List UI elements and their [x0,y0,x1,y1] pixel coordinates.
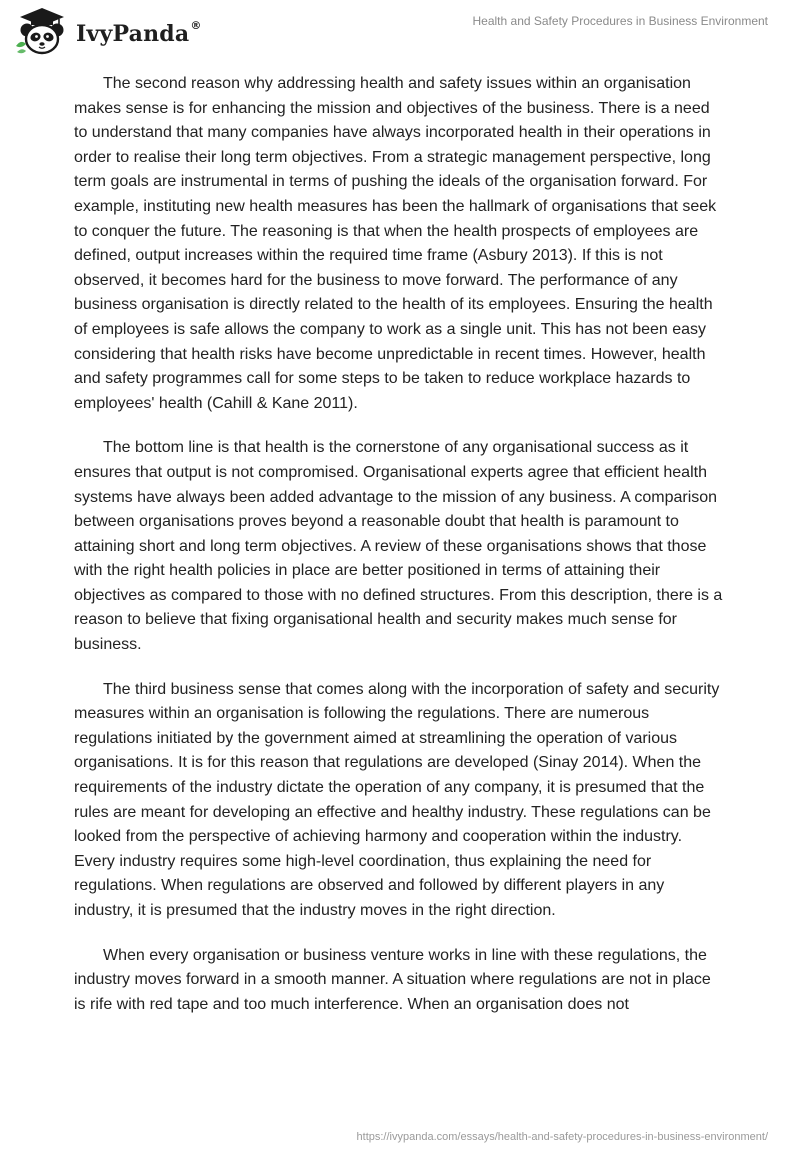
essay-paragraph: The second reason why addressing health and safety issues within an organisation makes sense is for enhancing the mission and objectives of the business. There is a need to understand that many companies have always incorporated health in their operations in order to realise their long term objectives. From a strategic management perspective, long term goals are instrumental in terms of pushing the ideals of the organisation forward. For example, instituting new health measures has been the hallmark of organisations that seek to conquer the future. The reasoning is that when the health prospects of employees are defined, output increases within the required time frame (Asbury 2013). If this is not observed, it becomes hard for the business to move forward. The performance of any business organisation is directly related to the health of its employees. Ensuring the health of employees is safe allows the company to work as a single unit. This has not been easy considering that health risks have become unpredictable in recent times. However, health and safety programmes call for some steps to be taken to reduce workplace hazards to employees' health (Cahill & Kane 2011). [74,75,717,412]
logo-wordmark: IvyPanda® [76,19,202,47]
registered-mark: ® [190,19,202,32]
ivypanda-logo[interactable] [12,6,202,58]
document-title: Health and Safety Procedures in Business Environment [472,14,768,28]
essay-paragraph: The third business sense that comes along with the incorporation of safety and security measures within an organisation is following the regulations. There are numerous regulations initiated by the government aimed at streamlining the operation of various organisations. It is for this reason that regulations are developed (Sinay 2014). When the requirements of the industry dictate the operation of any company, it is presumed that the rules are meant for developing an effective and healthy industry. These regulations can be looked from the perspective of achieving harmony and cooperation within the industry. Every industry requires some high-level coordination, thus explaining the need for regulations. When regulations are observed and followed by different players in any industry, it is presumed that the industry moves in the right direction. [74,680,720,919]
essay-paragraph: The bottom line is that health is the cornerstone of any organisational success as it ensures that output is not compromised. Organisational experts agree that efficient health systems have always been added advantage to the mission of any business. A comparison between organisations proves beyond a reasonable doubt that health is paramount to attaining short and long term objectives. A review of these organisations shows that those with the right health policies in place are better positioned in terms of attaining their objectives as compared to those with no defined structures. From this description, there is a reason to believe that fixing organisational health and security makes much sense for business. [74,439,723,654]
page-header [0,0,800,64]
panda-graduate-icon [12,6,72,58]
source-url-link[interactable]: https://ivypanda.com/essays/health-and-safety-procedures-in-business-environment/ [356,1131,768,1143]
essay-body [74,72,726,1037]
essay-paragraph: When every organisation or business venture works in line with these regulations, the industry moves forward in a smooth manner. A situation where regulations are not in place is rife with red tape and too much interference. When an organisation does not [74,946,711,1013]
